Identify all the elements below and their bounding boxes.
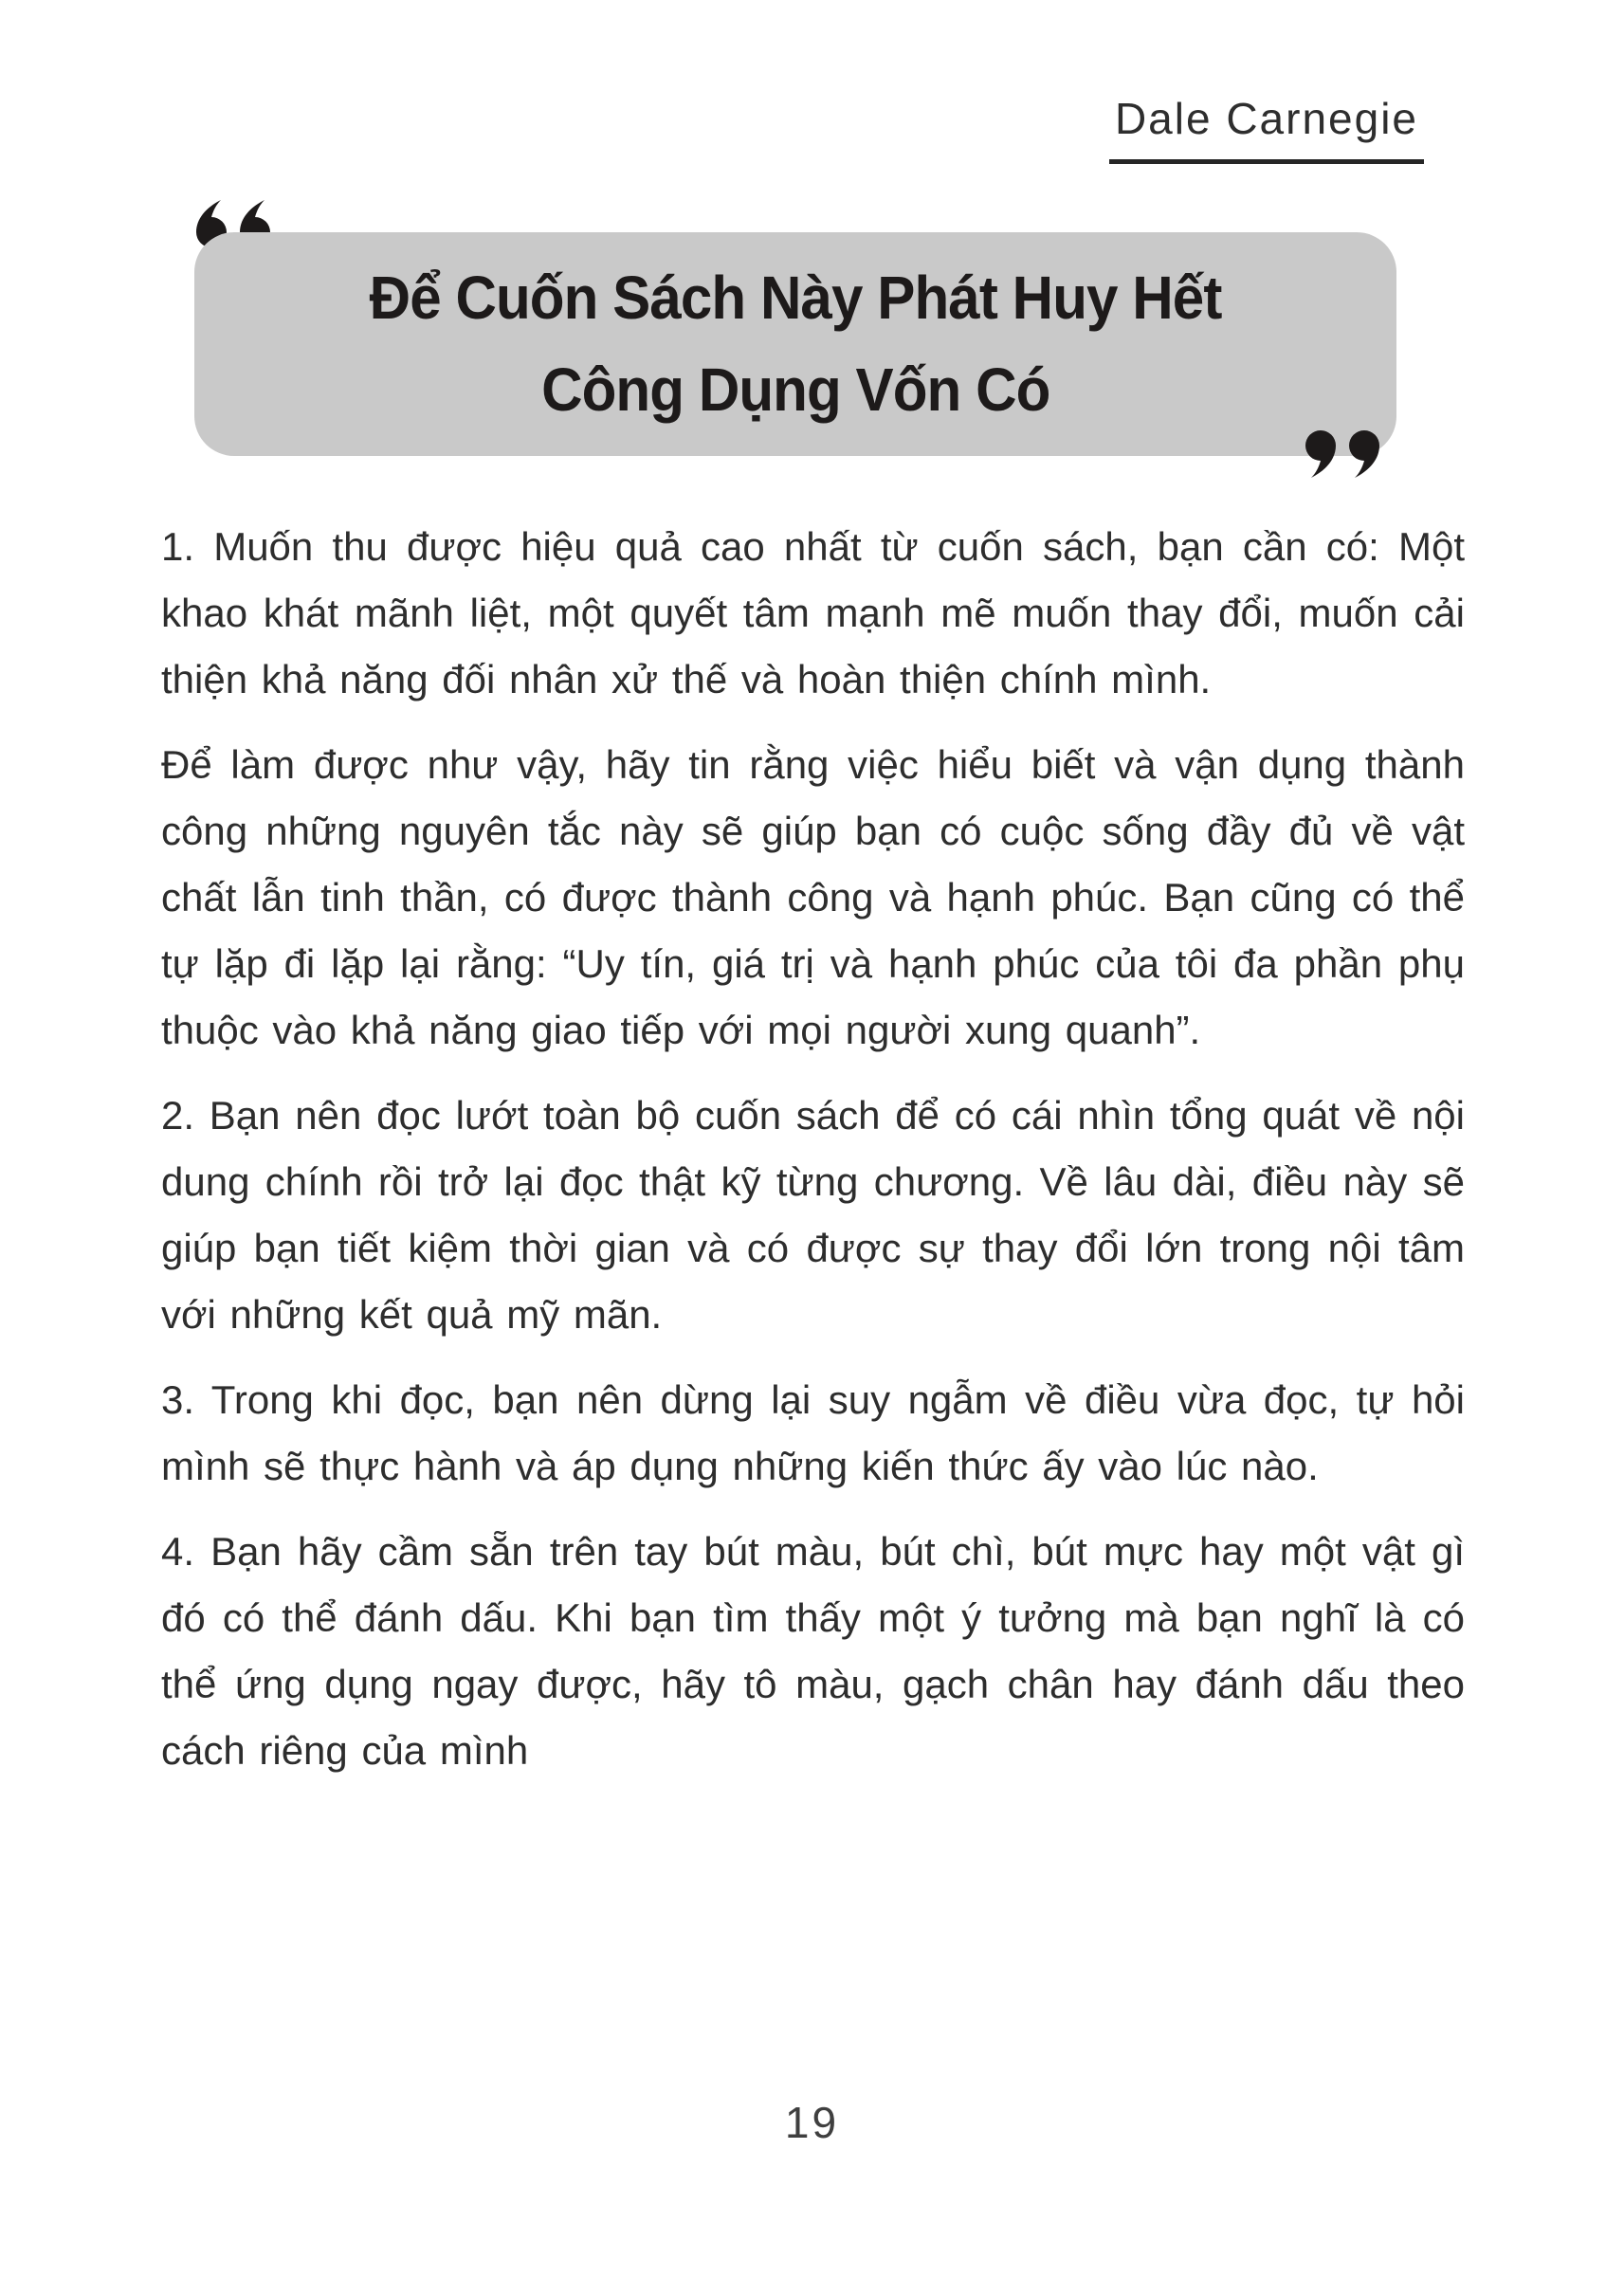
page-number: 19	[784, 2098, 840, 2147]
page-body	[161, 514, 1465, 1784]
paragraph-1: 1. Muốn thu được hiệu quả cao nhất từ cuốn sách, bạn cần có: Một khao khát mãnh liệt, một quyết tâm mạnh mẽ muốn thay đổi, muốn cải thiện khả năng đối nhân xử thế và hoàn thiện chính mình.	[161, 524, 1465, 701]
chapter-title-line-2: Công Dụng Vốn Có	[540, 355, 1050, 424]
chapter-title-line-1: Để Cuốn Sách Này Phát Huy Hết	[369, 264, 1222, 333]
chapter-title-box	[194, 232, 1396, 456]
paragraph-2: Để làm được như vậy, hãy tin rằng việc hiểu biết và vận dụng thành công những nguyên tắc này sẽ giúp bạn có cuộc sống đầy đủ về vật chất lẫn tinh thần, có được thành công và hạnh phúc. Bạn cũng có thể tự lặp đi lặp lại rằng: “Uy tín, giá trị và hạnh phúc của tôi đa phần phụ thuộc vào khả năng giao tiếp với mọi người xung quanh”.	[161, 742, 1465, 1052]
paragraph-4: 3. Trong khi đọc, bạn nên dừng lại suy ngẫm về điều vừa đọc, tự hỏi mình sẽ thực hành và áp dụng những kiến thức ấy vào lúc nào.	[161, 1377, 1465, 1488]
paragraph-5: 4. Bạn hãy cầm sẵn trên tay bút màu, bút chì, bút mực hay một vật gì đó có thể đánh dấu. Khi bạn tìm thấy một ý tưởng mà bạn nghĩ là có thể ứng dụng ngay được, hãy tô màu, gạch chân hay đánh dấu theo cách riêng của mình	[161, 1529, 1465, 1773]
close-quote-icon	[1302, 430, 1379, 478]
paragraph-3: 2. Bạn nên đọc lướt toàn bộ cuốn sách để có cái nhìn tổng quát về nội dung chính rồi trở lại đọc thật kỹ từng chương. Về lâu dài, điều này sẽ giúp bạn tiết kiệm thời gian và có được sự thay đổi lớn trong nội tâm với những kết quả mỹ mãn.	[161, 1093, 1465, 1337]
author-header: Dale Carnegie	[1109, 93, 1424, 164]
